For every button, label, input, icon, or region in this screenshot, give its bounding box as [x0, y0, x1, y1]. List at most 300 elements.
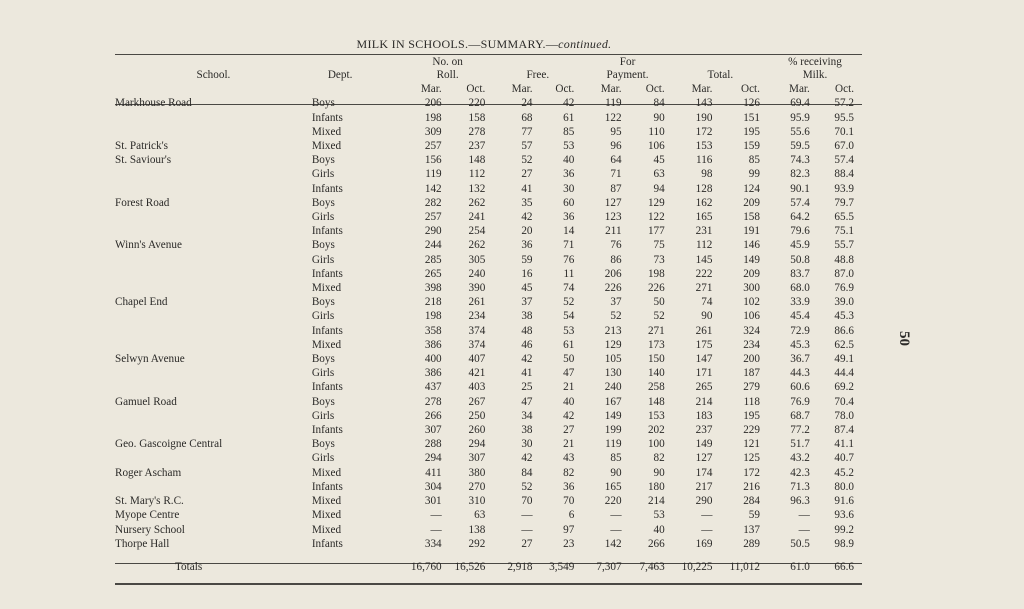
dept-name: Mixed [311, 282, 342, 295]
table-row [115, 267, 862, 281]
table-row [115, 295, 862, 309]
cell-value: 21 [563, 438, 575, 451]
cell-value: 195 [743, 409, 760, 422]
school-name: Geo. Gascoigne Central [115, 438, 223, 451]
totals-label: Totals [175, 560, 203, 573]
cell-value: — [521, 523, 533, 536]
totals-value: 3,549 [549, 560, 575, 573]
cell-value: 95.5 [834, 111, 854, 124]
header-oct: Oct. [555, 83, 575, 96]
cell-value: 411 [425, 466, 442, 479]
cell-value: 64.2 [790, 211, 810, 224]
cell-value: 265 [424, 267, 442, 280]
cell-value: 151 [743, 111, 760, 124]
cell-value: 52 [521, 480, 533, 493]
dept-name: Boys [311, 154, 335, 167]
header-oct: Oct. [835, 83, 854, 96]
cell-value: 42 [521, 353, 533, 366]
header-mar: Mar. [600, 83, 622, 96]
cell-value: 52 [521, 154, 533, 167]
totals-value: 10,225 [681, 560, 713, 573]
cell-value: 70 [521, 495, 533, 508]
cell-value: 222 [695, 267, 713, 280]
cell-value: 41 [521, 182, 533, 195]
cell-value: 11 [563, 267, 575, 280]
dept-name: Mixed [311, 338, 342, 351]
header-dept: Dept. [327, 69, 353, 81]
cell-value: 78.0 [834, 409, 854, 422]
cell-value: 156 [424, 154, 442, 167]
cell-value: 84 [521, 466, 533, 479]
cell-value: 300 [743, 282, 760, 295]
cell-value: 71 [610, 168, 622, 181]
table-row [115, 437, 862, 451]
table-row [115, 409, 862, 423]
cell-value: 75.1 [834, 225, 854, 238]
cell-value: 271 [647, 324, 665, 337]
cell-value: 121 [743, 438, 760, 451]
table-row [115, 153, 862, 167]
cell-value: 165 [604, 480, 622, 493]
cell-value: — [798, 509, 810, 522]
cell-value: 149 [695, 438, 713, 451]
dept-name: Boys [311, 296, 335, 309]
cell-value: 278 [468, 125, 486, 138]
cell-value: 148 [468, 154, 486, 167]
cell-value: 148 [647, 395, 665, 408]
cell-value: 57 [521, 140, 533, 153]
cell-value: 145 [695, 253, 713, 266]
cell-value: 94 [653, 182, 665, 195]
cell-value: 165 [695, 211, 713, 224]
cell-value: 68.7 [790, 409, 810, 422]
school-name [115, 338, 312, 352]
cell-value: 61 [563, 338, 575, 351]
cell-value: 175 [695, 338, 713, 351]
cell-value: 65.5 [834, 211, 854, 224]
cell-value: 45.2 [834, 466, 854, 479]
cell-value: 234 [743, 338, 760, 351]
school-name [115, 366, 312, 380]
cell-value: 64 [610, 154, 622, 167]
cell-value: 140 [647, 367, 665, 380]
cell-value: 63 [653, 168, 665, 181]
cell-value: 199 [604, 424, 622, 437]
table-row [115, 451, 862, 465]
cell-value: 68.0 [790, 282, 810, 295]
dept-name: Mixed [311, 523, 342, 536]
cell-value: 27 [521, 168, 533, 181]
dept-name: Boys [311, 438, 335, 451]
school-name [115, 324, 312, 338]
cell-value: 301 [424, 495, 442, 508]
cell-value: 216 [743, 480, 760, 493]
cell-value: 6 [568, 509, 575, 522]
cell-value: 307 [468, 452, 486, 465]
cell-value: 119 [605, 438, 622, 451]
cell-value: — [430, 523, 442, 536]
cell-value: 97 [563, 523, 575, 536]
cell-value: 96.3 [790, 495, 810, 508]
cell-value: 309 [424, 125, 442, 138]
totals-value: 16,526 [454, 560, 486, 573]
cell-value: 86 [610, 253, 622, 266]
cell-value: 200 [743, 353, 760, 366]
cell-value: 143 [695, 97, 713, 110]
cell-value: 21 [563, 381, 575, 394]
cell-value: 43 [563, 452, 575, 465]
cell-value: 45.4 [790, 310, 810, 323]
cell-value: 240 [468, 267, 486, 280]
cell-value: 307 [424, 424, 442, 437]
cell-value: 40 [563, 154, 575, 167]
totals-value: 2,918 [507, 560, 533, 573]
cell-value: 45.3 [790, 338, 810, 351]
cell-value: 85 [563, 125, 575, 138]
school-name [115, 111, 312, 125]
table-row [115, 466, 862, 480]
cell-value: 44.3 [790, 367, 810, 380]
cell-value: 50 [653, 296, 665, 309]
cell-value: 100 [647, 438, 665, 451]
cell-value: 51.7 [790, 438, 810, 451]
cell-value: 153 [695, 140, 713, 153]
cell-value: 284 [743, 495, 760, 508]
cell-value: 50.5 [790, 537, 810, 550]
cell-value: 53 [563, 140, 575, 153]
cell-value: — [610, 509, 622, 522]
dept-name: Infants [311, 111, 343, 124]
cell-value: 50.8 [790, 253, 810, 266]
cell-value: 85 [748, 154, 760, 167]
school-name: Selwyn Avenue [115, 353, 185, 366]
cell-value: 70 [563, 495, 575, 508]
cell-value: 42.3 [790, 466, 810, 479]
cell-value: 39.0 [834, 296, 854, 309]
cell-value: 45.3 [834, 310, 854, 323]
cell-value: 36 [521, 239, 533, 252]
page-number: 50 [896, 331, 912, 346]
cell-value: 310 [468, 495, 486, 508]
cell-value: 43.2 [790, 452, 810, 465]
cell-value: 279 [743, 381, 760, 394]
totals-row [115, 551, 862, 575]
cell-value: 127 [695, 452, 713, 465]
table-row [115, 210, 862, 224]
cell-value: 226 [647, 282, 665, 295]
school-name [115, 409, 312, 423]
table-row [115, 196, 862, 210]
cell-value: 95 [610, 125, 622, 138]
cell-value: 123 [604, 211, 622, 224]
cell-value: 380 [468, 466, 486, 479]
cell-value: 294 [424, 452, 442, 465]
cell-value: — [798, 523, 810, 536]
school-name: Markhouse Road [115, 97, 192, 110]
cell-value: 59 [748, 509, 760, 522]
dept-name: Mixed [311, 509, 342, 522]
cell-value: 52 [563, 296, 575, 309]
cell-value: 119 [425, 168, 442, 181]
cell-value: 305 [468, 253, 486, 266]
cell-value: 407 [468, 353, 486, 366]
table-row [115, 395, 862, 409]
school-name [115, 182, 312, 196]
cell-value: 119 [605, 97, 622, 110]
header-payment: Payment. [606, 69, 649, 81]
cell-value: 125 [743, 452, 760, 465]
dept-name: Mixed [311, 125, 342, 138]
cell-value: 374 [468, 324, 486, 337]
cell-value: 149 [743, 253, 760, 266]
cell-value: 48 [521, 324, 533, 337]
cell-value: 45 [653, 154, 665, 167]
cell-value: 158 [468, 111, 486, 124]
cell-value: 271 [695, 282, 713, 295]
cell-value: 142 [424, 182, 442, 195]
cell-value: 14 [563, 225, 575, 238]
cell-value: 128 [695, 182, 713, 195]
cell-value: 112 [468, 168, 486, 181]
totals-value: 7,307 [596, 560, 622, 573]
cell-value: 398 [424, 282, 442, 295]
cell-value: 290 [695, 495, 713, 508]
cell-value: 91.6 [834, 495, 854, 508]
cell-value: 68 [521, 111, 533, 124]
cell-value: 95.9 [790, 111, 810, 124]
cell-value: 130 [604, 367, 622, 380]
school-name [115, 125, 312, 139]
cell-value: 358 [424, 324, 442, 337]
cell-value: 213 [604, 324, 622, 337]
cell-value: 102 [743, 296, 760, 309]
table-row [115, 224, 862, 238]
cell-value: 37 [521, 296, 533, 309]
cell-value: 76.9 [790, 395, 810, 408]
cell-value: 74 [701, 296, 713, 309]
cell-value: 159 [743, 140, 760, 153]
cell-value: 206 [604, 267, 622, 280]
cell-value: 217 [695, 480, 713, 493]
dept-name: Infants [311, 424, 343, 437]
dept-name: Boys [311, 239, 335, 252]
bottom-rule [115, 583, 862, 585]
cell-value: 190 [695, 111, 713, 124]
cell-value: 77.2 [790, 424, 810, 437]
cell-value: 50 [563, 353, 575, 366]
cell-value: 47 [521, 395, 533, 408]
cell-value: 214 [695, 395, 713, 408]
cell-value: 118 [743, 395, 760, 408]
totals-value: 11,012 [729, 560, 760, 573]
school-name: Gamuel Road [115, 395, 177, 408]
cell-value: 324 [743, 324, 760, 337]
cell-value: 71 [563, 239, 575, 252]
cell-value: 261 [695, 324, 713, 337]
cell-value: 70.4 [834, 395, 854, 408]
cell-value: 38 [521, 424, 533, 437]
cell-value: 209 [743, 196, 760, 209]
dept-name: Mixed [311, 140, 342, 153]
dept-name: Infants [311, 225, 343, 238]
totals-value: 66.6 [834, 560, 854, 573]
cell-value: 93.9 [834, 182, 854, 195]
table-row [115, 324, 862, 338]
totals-value: 7,463 [639, 560, 665, 573]
cell-value: 265 [695, 381, 713, 394]
cell-value: 98.9 [834, 537, 854, 550]
cell-value: 202 [647, 424, 665, 437]
cell-value: 99 [748, 168, 760, 181]
dept-name: Girls [311, 452, 335, 465]
cell-value: 36 [563, 480, 575, 493]
cell-value: 241 [468, 211, 486, 224]
cell-value: 177 [647, 225, 665, 238]
totals-value: 16,760 [410, 560, 442, 573]
cell-value: 137 [743, 523, 760, 536]
school-name [115, 210, 312, 224]
cell-value: 262 [468, 196, 486, 209]
cell-value: 110 [648, 125, 665, 138]
cell-value: 86.6 [834, 324, 854, 337]
header-mar: Mar. [691, 83, 713, 96]
cell-value: 36.7 [790, 353, 810, 366]
cell-value: 82 [563, 466, 575, 479]
cell-value: 80.0 [834, 480, 854, 493]
table-row [115, 125, 862, 139]
cell-value: 37 [610, 296, 622, 309]
header-payment-top: For [619, 56, 636, 68]
school-name [115, 480, 312, 494]
cell-value: 45 [521, 282, 533, 295]
cell-value: 244 [424, 239, 442, 252]
cell-value: 33.9 [790, 296, 810, 309]
dept-name: Boys [311, 97, 335, 110]
school-name [115, 267, 312, 281]
cell-value: 55.7 [834, 239, 854, 252]
dept-name: Girls [311, 409, 335, 422]
cell-value: 20 [521, 225, 533, 238]
header-mar: Mar. [511, 83, 533, 96]
cell-value: 74 [563, 282, 575, 295]
cell-value: 191 [743, 225, 760, 238]
cell-value: 282 [424, 196, 442, 209]
school-name: St. Mary's R.C. [115, 495, 184, 508]
cell-value: 76.9 [834, 282, 854, 295]
cell-value: 27 [521, 537, 533, 550]
cell-value: 257 [424, 211, 442, 224]
table-row [115, 523, 862, 537]
cell-value: 63 [474, 509, 486, 522]
school-name [115, 380, 312, 394]
cell-value: 106 [743, 310, 760, 323]
cell-value: 82 [653, 452, 665, 465]
cell-value: 70.1 [834, 125, 854, 138]
cell-value: 72.9 [790, 324, 810, 337]
cell-value: 142 [604, 537, 622, 550]
school-name [115, 281, 312, 295]
cell-value: 183 [695, 409, 713, 422]
cell-value: 129 [604, 338, 622, 351]
dept-name: Infants [311, 182, 343, 195]
table-row [115, 96, 862, 110]
cell-value: — [521, 509, 533, 522]
dept-name: Infants [311, 267, 343, 280]
cell-value: 106 [647, 140, 665, 153]
cell-value: 99.2 [834, 523, 854, 536]
header-mar: Mar. [789, 83, 810, 96]
cell-value: 226 [604, 282, 622, 295]
cell-value: 290 [424, 225, 442, 238]
cell-value: 87.4 [834, 424, 854, 437]
cell-value: 36 [563, 211, 575, 224]
cell-value: 98 [701, 168, 713, 181]
cell-value: 76 [610, 239, 622, 252]
cell-value: 34 [521, 409, 533, 422]
cell-value: 334 [424, 537, 442, 550]
cell-value: 437 [424, 381, 442, 394]
cell-value: 60.6 [790, 381, 810, 394]
cell-value: — [610, 523, 622, 536]
cell-value: 169 [695, 537, 713, 550]
cell-value: 45.9 [790, 239, 810, 252]
cell-value: 421 [468, 367, 486, 380]
cell-value: 173 [647, 338, 665, 351]
school-name [115, 423, 312, 437]
cell-value: 41 [521, 367, 533, 380]
header-oct: Oct. [741, 83, 760, 96]
cell-value: 90 [653, 466, 665, 479]
school-name: Nursery School [115, 523, 185, 536]
school-name [115, 167, 312, 181]
dept-name: Infants [311, 324, 343, 337]
cell-value: 54 [563, 310, 575, 323]
dept-name: Girls [311, 168, 335, 181]
header-mar: Mar. [420, 83, 442, 96]
cell-value: 46 [521, 338, 533, 351]
table-row [115, 366, 862, 380]
dept-name: Mixed [311, 495, 342, 508]
school-name: Winn's Avenue [115, 239, 182, 252]
school-name: St. Saviour's [115, 154, 172, 167]
header-free: Free. [526, 69, 550, 81]
cell-value: 292 [468, 537, 486, 550]
cell-value: 35 [521, 196, 533, 209]
cell-value: 254 [468, 225, 486, 238]
cell-value: 60 [563, 196, 575, 209]
cell-value: 174 [695, 466, 713, 479]
cell-value: 69.4 [790, 97, 810, 110]
cell-value: 30 [563, 182, 575, 195]
summary-table [115, 54, 862, 575]
cell-value: 198 [424, 310, 442, 323]
cell-value: 75 [653, 239, 665, 252]
cell-value: 87 [610, 182, 622, 195]
cell-value: — [701, 523, 713, 536]
school-name: Myope Centre [115, 509, 180, 522]
dept-name: Mixed [311, 466, 342, 479]
cell-value: 42 [563, 409, 575, 422]
cell-value: 44.4 [834, 367, 854, 380]
cell-value: 61 [563, 111, 575, 124]
cell-value: 40.7 [834, 452, 854, 465]
cell-value: 79.6 [790, 225, 810, 238]
cell-value: 42 [521, 211, 533, 224]
cell-value: 112 [696, 239, 713, 252]
table-row [115, 182, 862, 196]
table-row [115, 338, 862, 352]
cell-value: 30 [521, 438, 533, 451]
